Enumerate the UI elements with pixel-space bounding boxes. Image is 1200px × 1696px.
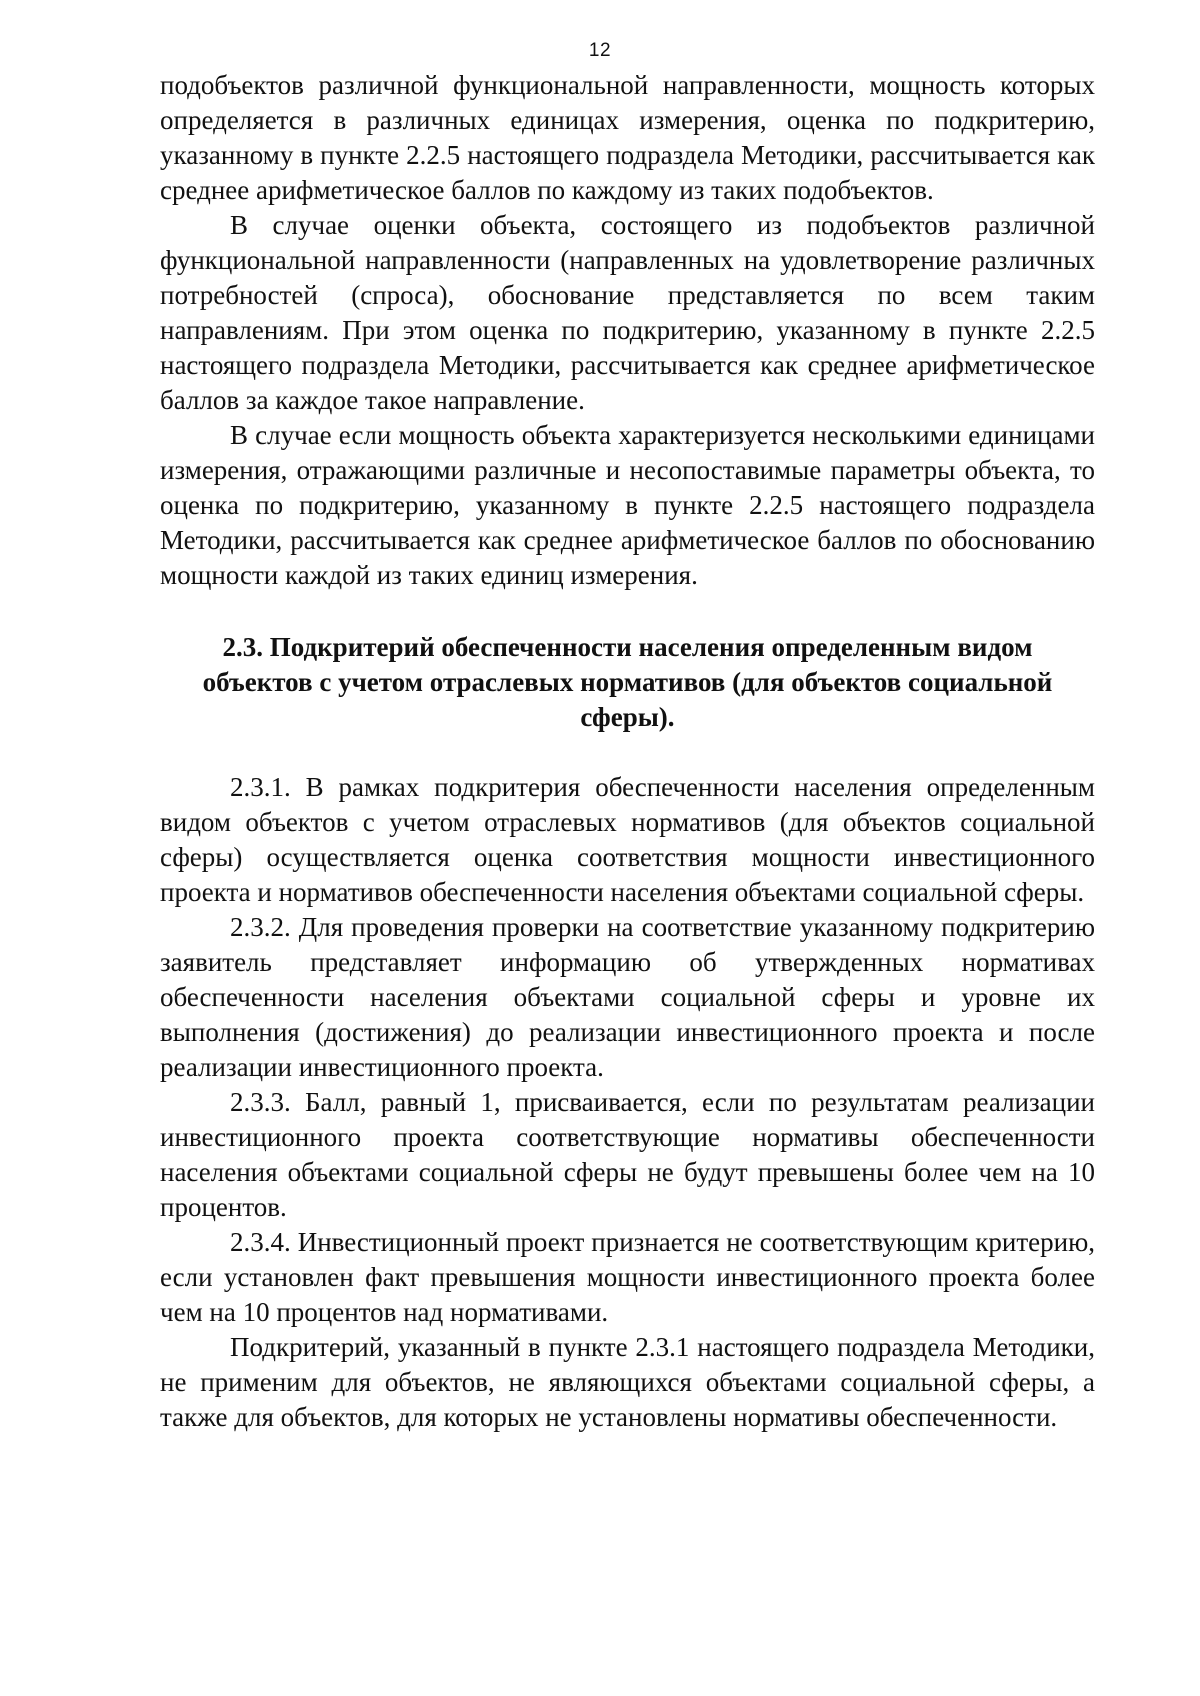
paragraph-functional-directions: В случае оценки объекта, состоящего из подобъектов различной функциональной направленности (направленных на удовлетворение различных потребностей (спроса), обоснование представляется по всем таким направлениям. При этом оценка по подкритерию, указанному в пункте 2.2.5 настоящего подраздела Методики, рассчитывается как среднее арифметическое баллов за каждое такое направление. xyxy=(160,210,1095,415)
spacer xyxy=(160,593,1095,630)
spacer xyxy=(160,735,1095,770)
paragraph-2-3-1: 2.3.1. В рамках подкритерия обеспеченности населения определенным видом объектов с учетом отраслевых нормативов (для объектов социальной сферы) осуществляется оценка соответствия мощности инвестиционного проекта и нормативов обеспеченности населения объектами социальной сферы. xyxy=(160,772,1095,907)
section-heading: 2.3. Подкритерий обеспеченности населения определенным видом объектов с учетом отраслевых нормативов (для объектов социальной сферы). xyxy=(202,632,1053,732)
paragraph-2-3-3: 2.3.3. Балл, равный 1, присваивается, если по результатам реализации инвестиционного проекта соответствующие нормативы обеспеченности населения объектами социальной сферы не будут превышены более чем на 10 процентов. xyxy=(160,1087,1095,1222)
document-body xyxy=(160,68,1095,1435)
page-number: 12 xyxy=(588,40,612,61)
paragraph-applicability: Подкритерий, указанный в пункте 2.3.1 настоящего подраздела Методики, не применим для объектов, не являющихся объектами социальной сферы, а также для объектов, для которых не установлены нормативы обеспеченности. xyxy=(160,1332,1095,1432)
paragraph-2-3-4: 2.3.4. Инвестиционный проект признается не соответствующим критерию, если установлен факт превышения мощности инвестиционного проекта более чем на 10 процентов над нормативами. xyxy=(160,1227,1095,1327)
paragraph-2-3-2: 2.3.2. Для проведения проверки на соответствие указанному подкритерию заявитель представляет информацию об утвержденных нормативах обеспеченности населения объектами социальной сферы и уровне их выполнения (достижения) до реализации инвестиционного проекта и после реализации инвестиционного проекта. xyxy=(160,912,1095,1082)
paragraph-multiple-units: В случае если мощность объекта характеризуется несколькими единицами измерения, отражающими различные и несопоставимые параметры объекта, то оценка по подкритерию, указанному в пункте 2.2.5 настоящего подраздела Методики, рассчитывается как среднее арифметическое баллов по обоснованию мощности каждой из таких единиц измерения. xyxy=(160,420,1095,590)
paragraph-continuation: подобъектов различной функциональной направленности, мощность которых определяется в различных единицах измерения, оценка по подкритерию, указанному в пункте 2.2.5 настоящего подраздела Методики, рассчитывается как среднее арифметическое баллов по каждому из таких подобъектов. xyxy=(160,70,1095,205)
